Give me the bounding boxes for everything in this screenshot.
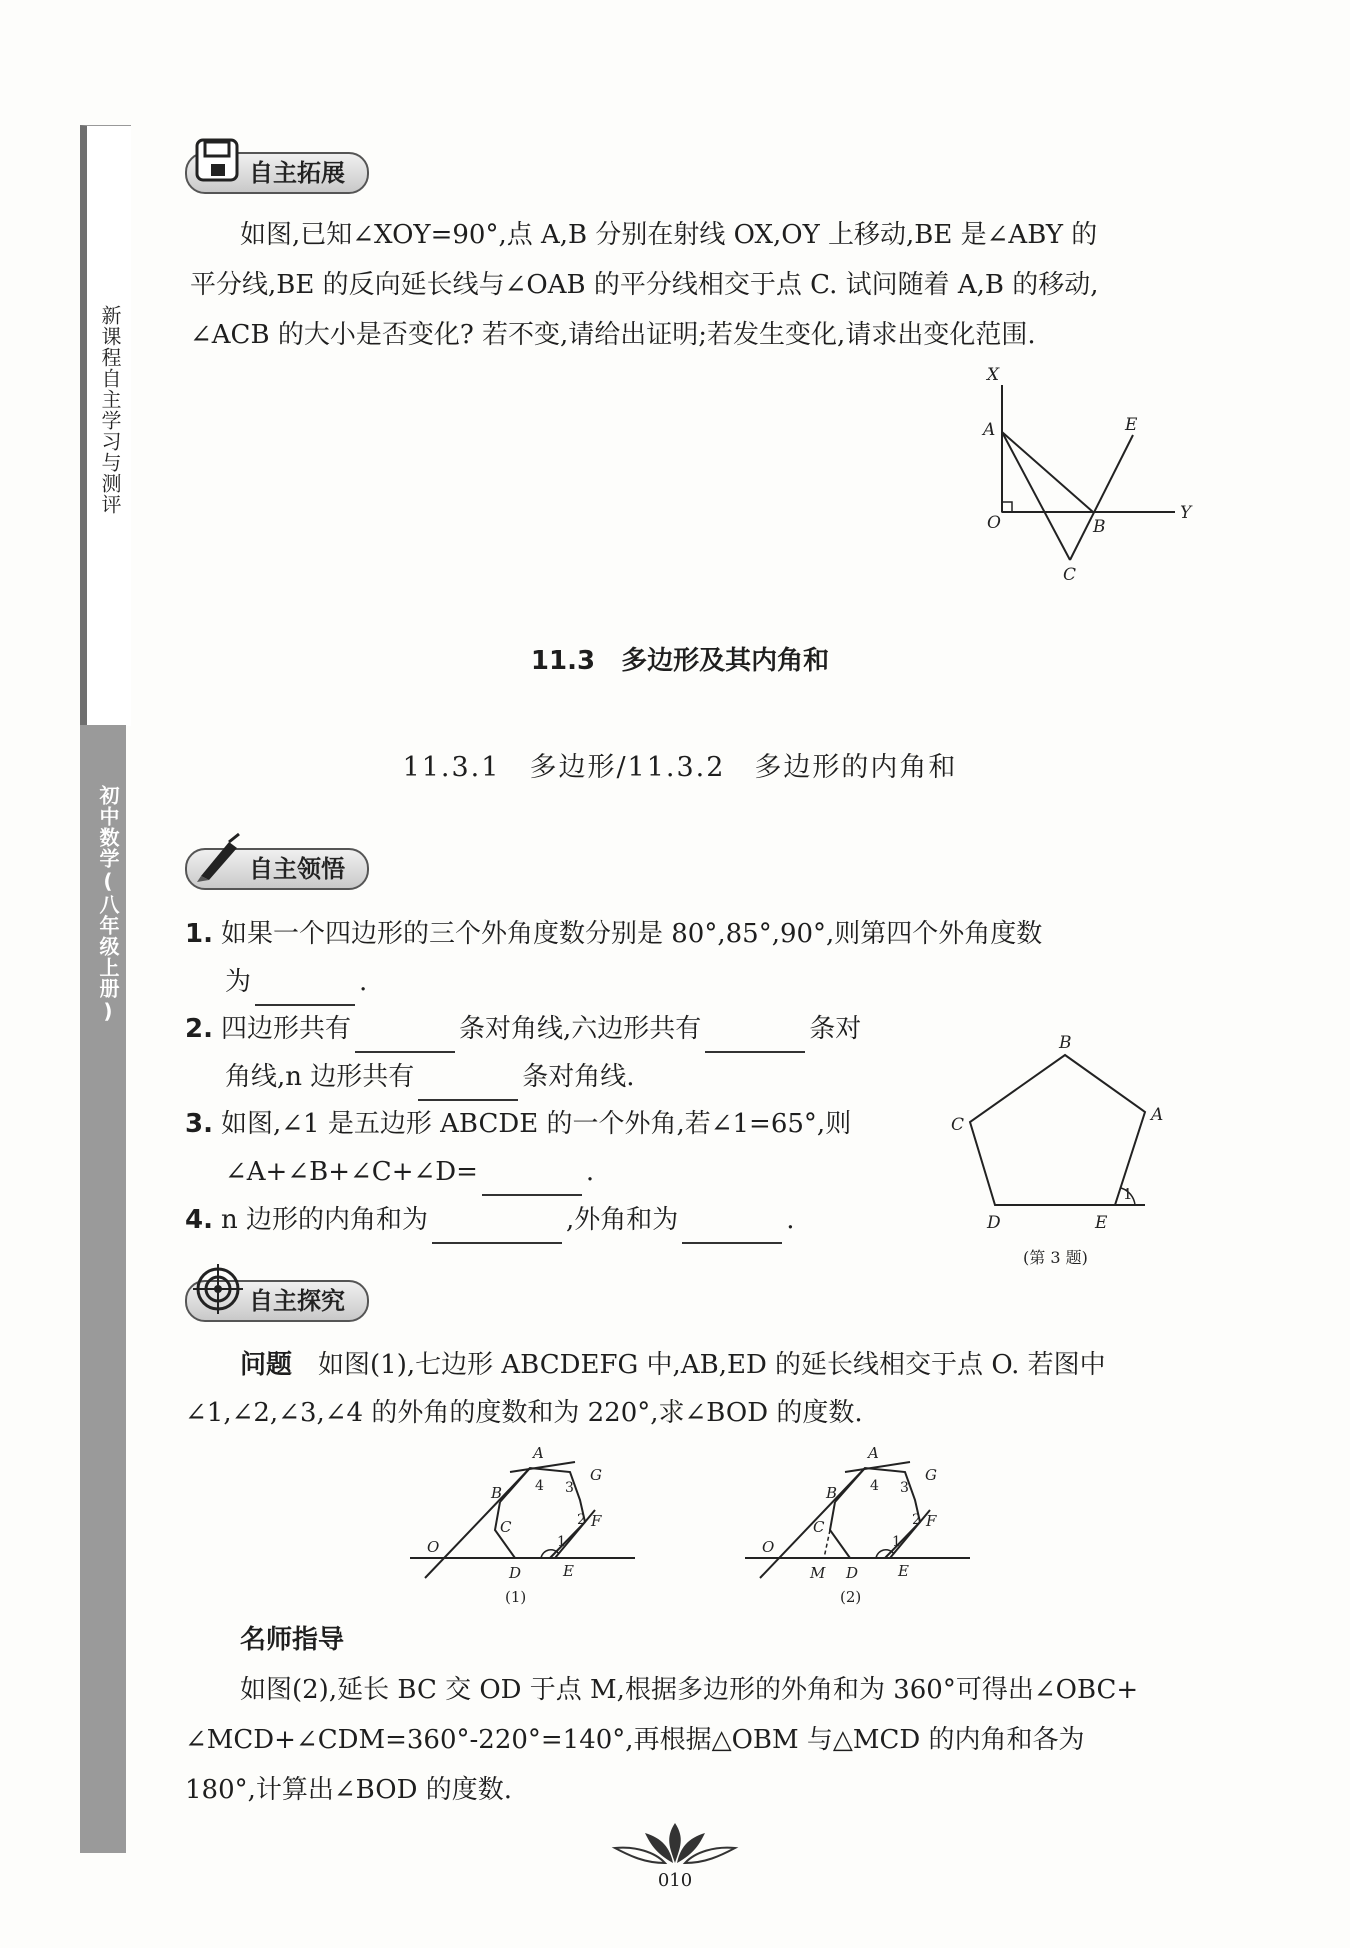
book-title: 初中数学(八年级上册) [96,785,120,1024]
guide-line3: 180°,计算出∠BOD 的度数. [185,1775,512,1805]
guide-title: 名师指导 [240,1625,345,1655]
pentagon-label-e: E [1095,1213,1108,1233]
heptagon-figure-2 [740,1440,975,1610]
extension-line1: 如图,已知∠XOY=90°,点 A,B 分别在射线 OX,OY 上移动,BE 是∠ABY 的 [240,220,1098,250]
pentagon-label-d: D [987,1213,1001,1233]
answer-blank-4a[interactable] [432,1212,562,1244]
fig2-label-f: F [926,1512,937,1530]
fig2-label-d: D [846,1564,859,1582]
answer-blank-2c[interactable] [418,1069,518,1101]
question-3-expression: ∠A+∠B+∠C+∠D= [225,1157,478,1187]
label-b: B [1093,517,1106,537]
fig1-label-a: A [533,1444,544,1462]
target-icon [193,1264,243,1325]
label-y: Y [1180,503,1192,523]
fig2-label-b: B [826,1484,838,1502]
section-title: 11.3 多边形及其内角和 [530,646,830,676]
fig1-angle-2: 2 [577,1512,586,1528]
extension-badge [185,152,369,194]
fig1-label-o: O [427,1538,440,1556]
fig2-label-o: O [762,1538,775,1556]
fig2-label-a: A [868,1444,879,1462]
fig2-label-e: E [898,1562,909,1580]
question-1-end: . [359,967,368,997]
fig1-angle-3: 3 [565,1480,574,1496]
fig2-angle-2: 2 [912,1512,921,1528]
answer-blank-4b[interactable] [682,1212,782,1244]
fig1-label-g: G [590,1466,602,1484]
question-2-number: 2. [185,1014,213,1044]
question-1-line2 [185,958,367,1006]
comprehension-badge [185,848,369,890]
question-3-text: 如图,∠1 是五边形 ABCDE 的一个外角,若∠1=65°,则 [221,1109,852,1139]
pentagon-angle-1: 1 [1123,1185,1133,1203]
fig1-label-c: C [500,1518,512,1536]
fig2-label-c: C [813,1518,825,1536]
floppy-disk-icon [193,136,241,195]
exploration-badge-label: 自主探究 [249,1287,345,1315]
fig1-label-b: B [491,1484,503,1502]
exploration-line2: ∠1,∠2,∠3,∠4 的外角的度数和为 220°,求∠BOD 的度数. [185,1398,863,1428]
extension-line3: ∠ACB 的大小是否变化? 若不变,请给出证明;若发生变化,请求出变化范围. [190,320,1036,350]
question-2-line2 [185,1053,635,1101]
question-2-part-a: 四边形共有 [221,1014,352,1044]
question-1-line1 [185,910,1042,958]
series-title: 新课程自主学习与测评 [98,305,122,515]
fig1-angle-1: 1 [557,1534,566,1550]
question-1-prefix: 为 [225,967,252,997]
question-3-line2 [185,1148,594,1196]
question-2-part-c: 条对 [809,1014,862,1044]
question-4-number: 4. [185,1205,213,1235]
pentagon-label-b: B [1059,1033,1072,1053]
page-number: 010 [657,1870,693,1891]
question-2-line1 [185,1005,861,1053]
exploration-badge [185,1280,369,1322]
fig2-label-m: M [810,1564,826,1582]
question-1-number: 1. [185,919,213,949]
question-2-part-d: 角线,n 边形共有 [225,1062,415,1092]
question-2-part-b: 条对角线,六边形共有 [459,1014,702,1044]
pentagon-label-a: A [1151,1105,1164,1125]
extension-line2: 平分线,BE 的反向延长线与∠OAB 的平分线相交于点 C. 试问随着 A,B 的移动, [190,270,1099,300]
guide-line2: ∠MCD+∠CDM=360°-220°=140°,再根据△OBM 与△MCD 的内角和各为 [185,1725,1085,1755]
pentagon-figure [945,1030,1175,1275]
heptagon-figure-1 [405,1440,640,1610]
extension-badge-label: 自主拓展 [249,159,345,187]
answer-blank-1[interactable] [255,974,355,1006]
leaf-ornament-icon [610,1818,740,1868]
label-e: E [1125,415,1138,435]
problem-text-1: 如图(1),七边形 ABCDEFG 中,AB,ED 的延长线相交于点 O. 若图中 [318,1350,1106,1380]
problem-label: 问题 [240,1350,293,1380]
question-3-end: . [585,1157,595,1187]
question-1-text: 如果一个四边形的三个外角度数分别是 80°,85°,90°,则第四个外角度数 [221,919,1043,949]
fig1-angle-4: 4 [535,1478,544,1494]
fig1-caption: (1) [505,1588,527,1606]
question-4-end: . [786,1205,795,1235]
question-3-line1 [185,1100,851,1148]
answer-blank-3[interactable] [482,1164,582,1196]
fig1-label-d: D [509,1564,522,1582]
fig1-label-f: F [591,1512,602,1530]
label-o: O [987,513,1001,533]
fig2-angle-1: 1 [892,1534,901,1550]
angle-bisector-figure [975,360,1215,585]
question-3-number: 3. [185,1109,213,1139]
section-subtitle: 11.3.1 多边形/11.3.2 多边形的内角和 [402,752,958,783]
pentagon-caption: (第 3 题) [1023,1248,1088,1267]
answer-blank-2b[interactable] [705,1021,805,1053]
fig2-caption: (2) [840,1588,862,1606]
answer-blank-2a[interactable] [355,1021,455,1053]
label-x: X [987,365,1000,385]
fig2-label-g: G [925,1466,937,1484]
fig1-label-e: E [563,1562,574,1580]
pentagon-label-c: C [951,1115,965,1135]
question-2-part-e: 条对角线. [522,1062,635,1092]
guide-line1: 如图(2),延长 BC 交 OD 于点 M,根据多边形的外角和为 360°可得出∠OBC+ [240,1675,1139,1705]
exploration-line1 [240,1340,1106,1390]
question-4-part-b: ,外角和为 [566,1205,679,1235]
label-c: C [1063,565,1077,585]
pen-icon [193,832,243,895]
fig2-angle-3: 3 [900,1480,909,1496]
question-4-part-a: n 边形的内角和为 [221,1205,429,1235]
comprehension-badge-label: 自主领悟 [249,855,345,883]
question-4-line [185,1196,795,1244]
label-a: A [983,420,996,440]
fig2-angle-4: 4 [870,1478,879,1494]
